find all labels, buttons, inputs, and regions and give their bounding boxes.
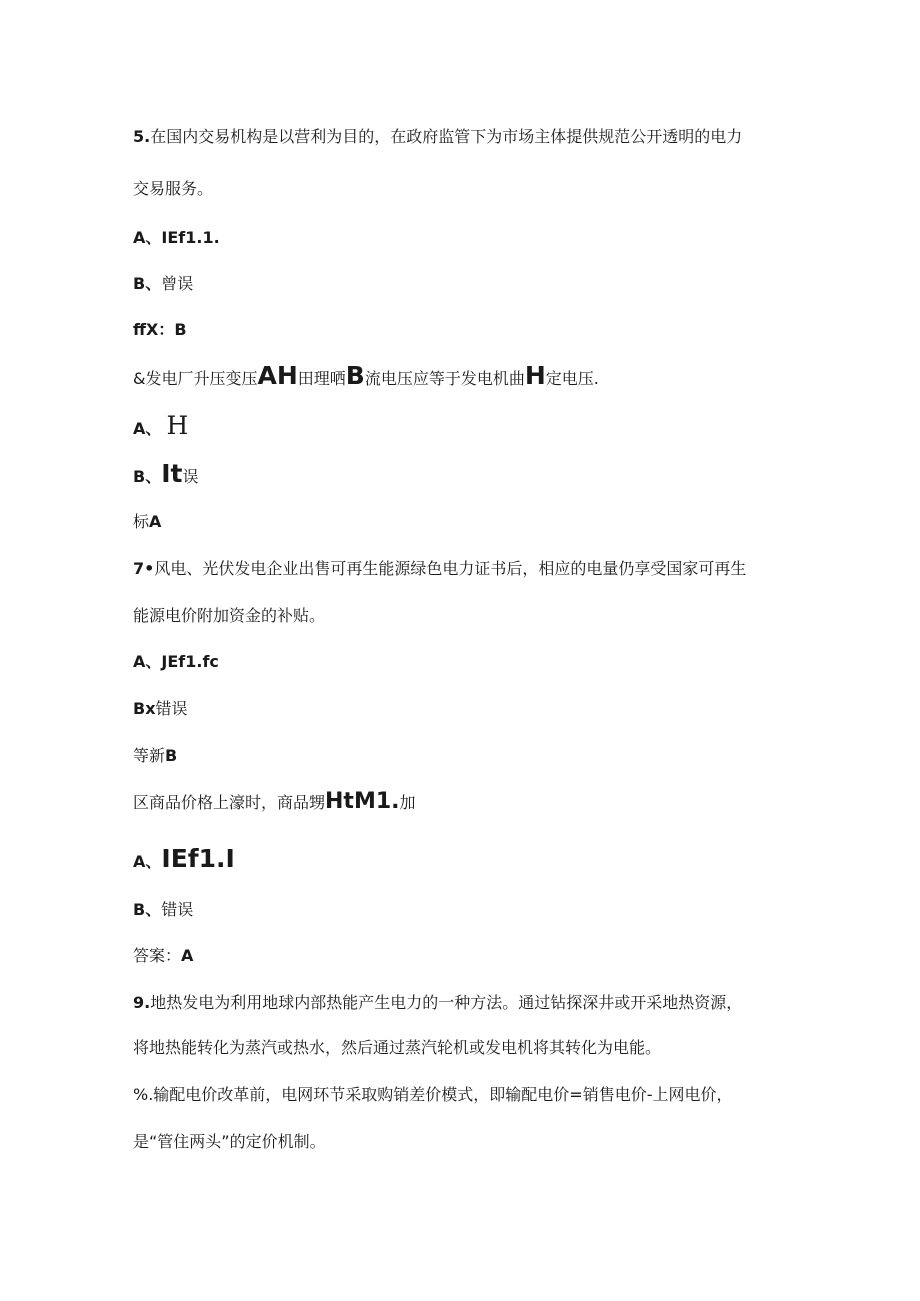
q5-option-b-label: B、 [133,274,162,293]
q6-option-a [133,410,188,445]
q6-text-line1 [133,361,599,394]
q5-number: 5. [133,127,151,146]
q5-option-b-text: 曾误 [161,274,194,293]
q6-big3: H [524,361,546,390]
q6-suffix: 定电压. [545,369,599,388]
q8-option-b-label: B、 [133,900,162,919]
q8-answer [133,944,193,968]
q6-option-b-big: It [161,459,183,488]
q5-answer-value: B [174,320,187,339]
q8-option-a [133,843,235,878]
q9-number: 9. [133,993,151,1012]
q6-option-a-text: H [166,411,189,440]
q6-option-b [133,459,198,492]
q10-number: %. [133,1085,154,1104]
q8-text-line1 [133,787,416,818]
q8-answer-value: A [181,946,194,965]
q7-option-a [133,650,219,674]
q5-answer [133,318,187,342]
q6-big2: B [345,361,365,390]
q6-option-a-label: A、 [133,419,162,438]
q5-text: 在国内交易机构是以营利为目的，在政府监管下为市场主体提供规范公开透明的电力 [150,127,743,146]
q10-text: 输配电价改革前，电网环节采取购销差价模式，即输配电价=销售电价-上网电价， [153,1085,733,1104]
q8-big: HtM1. [325,789,400,814]
q8-option-b-text: 错误 [161,900,194,919]
q7-text-line1 [133,557,746,581]
q5-option-a-text: IEf1.1. [161,228,220,247]
q7-answer-label: 等新 [133,746,166,765]
q9-text-line1 [133,991,742,1015]
q7-text-line2: 能源电价附加资金的补贴。 [133,606,326,625]
q8-option-a-label: A、 [133,852,162,871]
q6-option-b-label: B、 [133,467,162,486]
q6-answer-value: A [149,512,162,531]
q6-option-b-text: 误 [182,467,199,486]
q9-text: 地热发电为利用地球内部热能产生电力的一种方法。通过钻探深井或开采地热资源， [150,993,743,1012]
q8-answer-label: 答案： [133,946,182,965]
q8-prefix: 区商品价格上濠时，商品甥 [133,793,326,812]
q5-answer-label: ffX： [133,320,175,339]
q5-text-line2: 交易服务。 [133,179,214,198]
q5-option-a [133,226,220,250]
q5-option-b [133,272,193,296]
q10-text-line1 [133,1083,732,1107]
q6-answer-label: 标 [133,512,150,531]
q7-option-b [133,697,188,721]
q8-option-a-text: IEf1.I [161,844,235,873]
q7-option-b-label: Bx [133,699,156,718]
q10-text-line2: 是“管住两头”的定价机制。 [133,1132,326,1151]
q7-text: 风电、光伏发电企业出售可再生能源绿色电力证书后，相应的电量仍享受国家可再生 [154,559,747,578]
q6-mid2: 流电压应等于发电机曲 [364,369,525,388]
q7-number: 7• [133,559,155,578]
q7-option-a-label: A、 [133,652,162,671]
q6-prefix: &发电厂升压变压 [133,369,258,388]
q5-text-line1 [133,125,742,149]
q7-option-a-text: JEf1.fc [161,652,219,671]
q6-big1: AH [257,361,298,390]
q8-option-b [133,898,193,922]
q7-answer [133,744,177,768]
q6-mid1: 田理哂 [297,369,346,388]
q6-answer [133,510,161,534]
q7-option-b-text: 错误 [155,699,188,718]
q7-answer-value: B [165,746,178,765]
q5-option-a-label: A、 [133,228,162,247]
q9-text-line2: 将地热能转化为蒸汽或热水，然后通过蒸汽轮机或发电机将其转化为电能。 [133,1038,662,1057]
q8-suffix: 加 [399,793,416,812]
